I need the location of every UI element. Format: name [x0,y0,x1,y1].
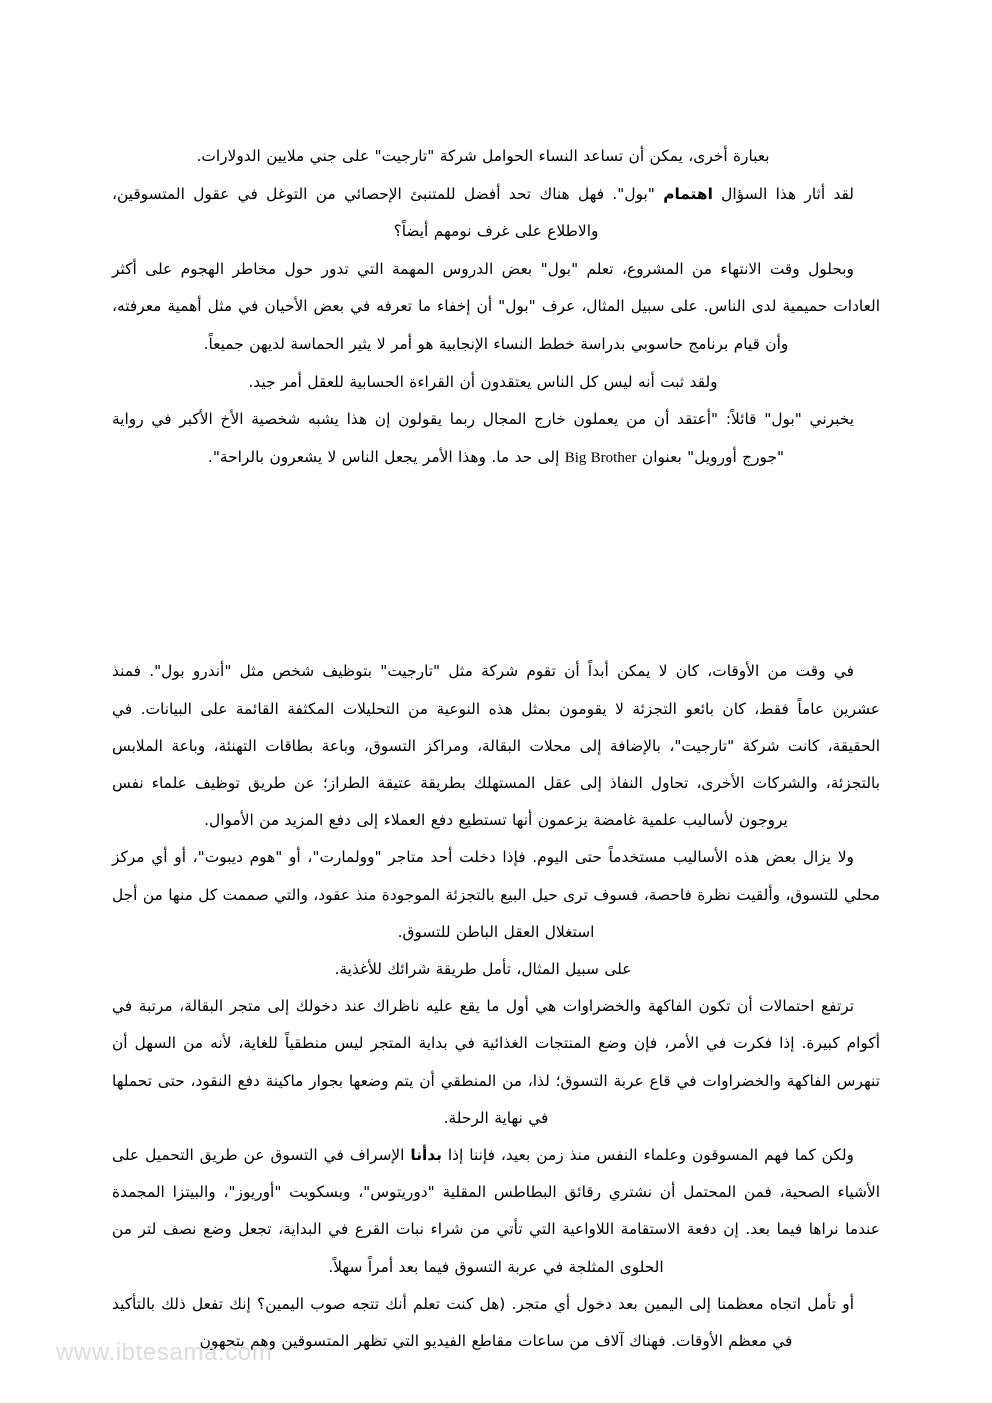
paragraph-8: على سبيل المثال، تأمل طريقة شرائك للأغذية. [334,959,632,978]
paragraph-6: في وقت من الأوقات، كان لا يمكن أبداً أن تقوم شركة مثل "تارجيت" بتوظيف شخص مثل "أندرو بول". فمنذ عشرين عاماً فقط، كان بائعو التجزئة لا يقومون بمثل هذه النوعية من التحليلات المكثفة القائمة على البيانات. في الحقيقة، كانت شركة "تارجيت"، بالإضافة إلى محلات البقالة، ومراكز التسوق، وباعة بطاقات التهنئة، وباعة الملابس بالتجزئة، والشركات الأخرى، تحاول النفاذ إلى عقل المستهلك بطريقة عتيقة الطراز؛ عن طريق توظيف علماء نفس يروجون لأساليب علمية غامضة يزعمون أنها تستطيع دفع العملاء إلى دفع المزيد من الأموال. [112,662,880,830]
site-watermark: www.ibtesama.com [56,1339,273,1366]
paragraph-5 [112,401,880,477]
paragraph-11: أو تأمل اتجاه معظمنا إلى اليمين بعد دخول أي متجر. (هل كنت تعلم أنك تتجه صوب اليمين؟ إنك تفعل ذلك بالتأكيد في معظم الأوقات. فهناك آلاف من ساعات مقاطع الفيديو التي تظهر المتسوقين وهم يتجهون [112,1294,854,1350]
paragraph-2-emphasis: اهتمام [663,184,713,203]
paragraph-2 [112,176,880,251]
paragraph-4: ولقد ثبت أنه ليس كل الناس يعتقدون أن القراءة الحسابية للعقل أمر جيد. [248,372,718,391]
paragraph-10-seg-1: ولكن كما فهم المسوقون وعلماء النفس منذ زمن بعيد، فإننا إذا [441,1145,854,1164]
paragraph-9: ترتفع احتمالات أن تكون الفاكهة والخضراوات هي أول ما يقع عليه ناظراك عند دخولك إلى متجر البقالة، مرتبة في أكوام كبيرة. إذا فكرت في الأمر، فإن وضع المنتجات الغذائية في بداية المتجر ليس منطقياً للغاية، لأنه من السهل أن تنهرس الفاكهة والخضراوات في قاع عربة التسوق؛ لذا، من المنطقي أن يتم وضعها بجوار ماكينة دفع النقود، حتى تحملها في نهاية الرحلة. [112,997,880,1127]
paragraph-10-emphasis: بدأنا [410,1145,442,1164]
paragraph-5-seg-3: إلى حد ما. وهذا الأمر يجعل الناس لا يشعرون بالراحة". [207,447,565,466]
paragraph-2-seg-3: "بول". فهل هناك تحد أفضل للمتنبئ الإحصائي من التوغل في عقول المتسوقين، والاطلاع على غرف نومهم أيضاً؟ [112,184,664,241]
paragraph-7: ولا يزال بعض هذه الأساليب مستخدماً حتى اليوم. فإذا دخلت أحد متاجر "وولمارت"، أو "هوم ديبوت"، أو أي مركز محلي للتسوق، وألقيت نظرة فاحصة، فسوف ترى حيل البيع بالتجزئة الموجودة منذ عقود، والتي صممت كل منها من أجل استغلال العقل الباطن للتسوق. [112,848,880,941]
text-block-two [112,653,880,1360]
paragraph-2-seg-1: لقد أثار هذا السؤال [712,184,854,203]
paragraph-10-seg-3: الإسراف في التسوق عن طريق التحميل على الأشياء الصحية، فمن المحتمل أن نشتري رقائق البطاطس المقلية "دوريتوس"، وبسكويت "أوريوز"، والبيتزا المجمدة عندما نراها فيما بعد. إن دفعة الاستقامة اللاواعية التي تأتي من شراء نبات القرع في البداية، تجعل وضع نصف لتر من الحلوى المثلجة في عربة التسوق فيما بعد أمراً سهلاً. [112,1145,880,1276]
paragraph-5-latin-title: Big Brother [564,449,637,466]
paragraph-3: وبحلول وقت الانتهاء من المشروع، تعلم "بول" بعض الدروس المهمة التي تدور حول مخاطر الهجوم على أكثر العادات حميمية لدى الناس. على سبيل المثال، عرف "بول" أن إخفاء ما تعرفه في بعض الأحيان في مثل أهمية معرفته، وأن قيام برنامج حاسوبي بدراسة خطط النساء الإنجابية هو أمر لا يثير الحماسة لديهن جميعاً. [112,259,880,353]
text-column [112,138,880,1360]
paragraph-5-seg-1: يخبرني "بول" قائلاً: "أعتقد أن من يعملون خارج المجال ربما يقولون إن هذا يشبه شخصية الأخ الأكبر في رواية "جورج أورويل" بعنوان [112,410,854,466]
paragraph-1: بعبارة أخرى، يمكن أن تساعد النساء الحوامل شركة "تارجيت" على جني ملايين الدولارات. [196,147,770,165]
text-block-one [112,138,880,477]
paragraph-10 [112,1137,880,1286]
block-separator [112,477,880,653]
